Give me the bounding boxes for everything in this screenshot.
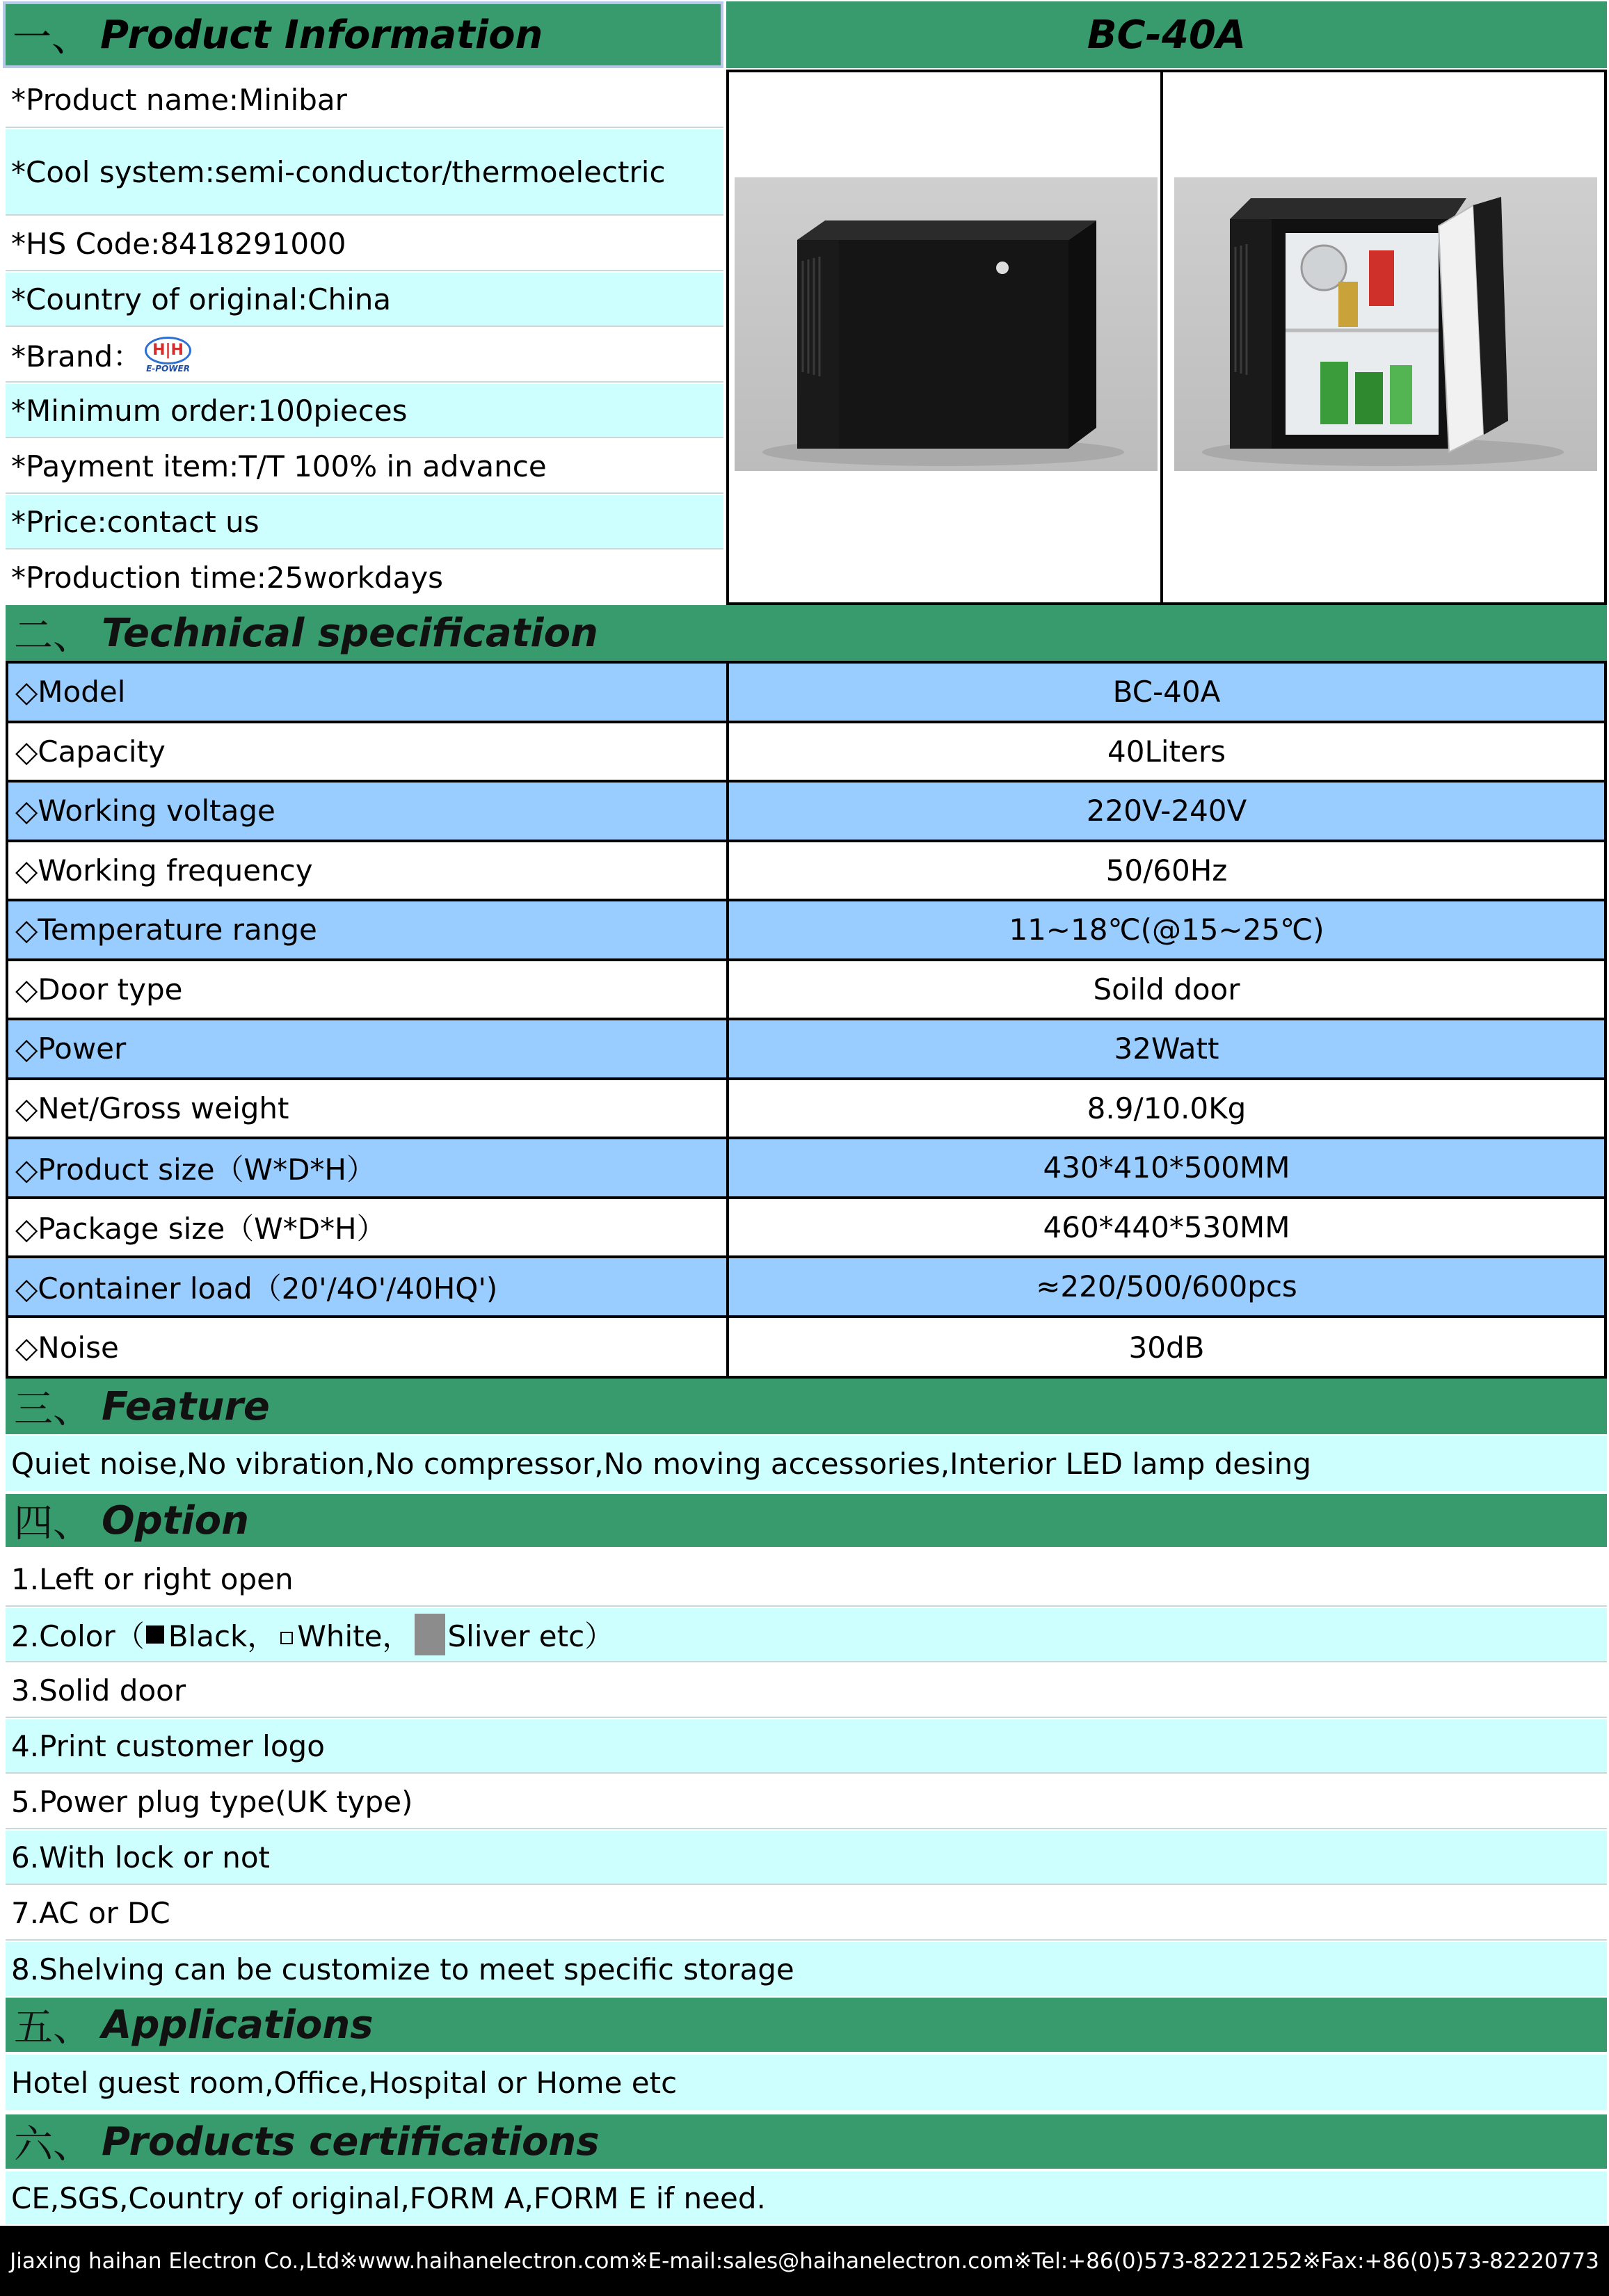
spec-key: ◇Noise: [8, 1318, 729, 1378]
spec-value: 220V-240V: [1086, 794, 1247, 828]
spec-key: ◇Temperature range: [8, 901, 729, 958]
spec-value: 11~18℃(@15~25℃): [1009, 913, 1324, 947]
info-row: [6, 384, 723, 438]
option-row: [6, 1942, 1607, 1996]
section-title: Feature: [102, 1383, 270, 1429]
certifications-header: [6, 2114, 1607, 2169]
spec-key: ◇Power: [8, 1020, 729, 1077]
silver-label: Sliver etc）: [447, 1619, 614, 1653]
spec-value: 30dB: [1128, 1330, 1205, 1365]
info-row: [6, 129, 723, 216]
feature-header: [6, 1379, 1607, 1434]
white-swatch: [280, 1632, 293, 1644]
section-title: Product Information: [100, 12, 543, 58]
spec-key: ◇Working frequency: [8, 842, 729, 899]
option-text: 2.Color（: [11, 1619, 145, 1653]
model-header: [726, 1, 1607, 68]
section-number: 三、: [14, 1387, 92, 1432]
info-text: *Payment item:T/T 100% in advance: [11, 449, 547, 483]
spec-key: ◇Product size（W*D*H）: [8, 1139, 729, 1196]
spec-row: [8, 1199, 1604, 1259]
spec-row: [8, 723, 1604, 783]
certifications-text: CE,SGS,Country of original,FORM A,FORM E if need.: [11, 2181, 766, 2215]
spec-row: [8, 961, 1604, 1021]
spec-value: 40Liters: [1107, 734, 1226, 769]
spec-key: ◇Working voltage: [8, 782, 729, 840]
section-title: Option: [102, 1498, 249, 1543]
info-row: [6, 273, 723, 327]
product-image-closed: [735, 177, 1158, 471]
spec-value: BC-40A: [1112, 675, 1221, 709]
applications-header: [6, 1998, 1607, 2052]
spec-value: 50/60Hz: [1105, 853, 1228, 888]
spec-value: Soild door: [1093, 972, 1240, 1006]
silver-swatch: [415, 1614, 445, 1655]
option-text: 1.Left or right open: [11, 1562, 294, 1596]
applications-row: [6, 2055, 1607, 2110]
feature-text: Quiet noise,No vibration,No compressor,No moving accessories,Interior LED lamp desing: [11, 1446, 1311, 1481]
info-text: *Minimum order:100pieces: [11, 393, 408, 428]
section-title: Products certifications: [102, 2119, 600, 2165]
info-row: [6, 495, 723, 549]
info-row: [6, 551, 723, 604]
spec-row: [8, 1258, 1604, 1318]
option-text: 5.Power plug type(UK type): [11, 1784, 413, 1819]
model-title: BC-40A: [1087, 12, 1247, 58]
product-image-open: [1174, 177, 1597, 471]
spec-row: [8, 842, 1604, 902]
black-swatch: [146, 1625, 164, 1644]
option-text: 3.Solid door: [11, 1673, 186, 1708]
info-text: *Price:contact us: [11, 504, 259, 539]
spec-key: ◇Package size（W*D*H）: [8, 1199, 729, 1256]
applications-text: Hotel guest room,Office,Hospital or Home etc: [11, 2065, 678, 2100]
option-row: [6, 1719, 1607, 1774]
section-number: 六、: [14, 2122, 92, 2167]
product-info-header: [3, 1, 723, 68]
spec-row: [8, 1080, 1604, 1140]
spec-key: ◇Net/Gross weight: [8, 1080, 729, 1137]
spec-key: ◇Door type: [8, 961, 729, 1018]
info-row: [6, 217, 723, 271]
info-text: *HS Code:8418291000: [11, 226, 346, 261]
certifications-row: [6, 2171, 1607, 2224]
info-text: *Production time:25workdays: [11, 560, 444, 595]
brand-logo-text: E-POWER: [146, 364, 190, 374]
section-number: 二、: [14, 613, 92, 659]
spec-value: 430*410*500MM: [1043, 1150, 1290, 1185]
info-row: [6, 72, 723, 128]
tech-spec-header: [6, 605, 1607, 661]
section-title: Applications: [102, 2002, 374, 2048]
spec-row: [8, 782, 1604, 842]
section-number: 四、: [14, 1501, 92, 1546]
footer-text: Jiaxing haihan Electron Co.,Ltd※www.haihanelectron.com※E-mail:sales@haihanelectron.com※Tel:+86(0)573-82221252※Fax:+86(0)573-82220773: [10, 2248, 1599, 2274]
option-row: [6, 1886, 1607, 1941]
option-text: 6.With lock or not: [11, 1840, 271, 1874]
spec-row: [8, 901, 1604, 961]
spec-table: [6, 661, 1607, 1379]
info-row: [6, 328, 723, 383]
spec-key: ◇Model: [8, 664, 729, 721]
section-number: 五、: [14, 2005, 92, 2050]
option-row: [6, 1775, 1607, 1829]
info-text: *Brand：: [11, 339, 143, 374]
option-text: 8.Shelving can be customize to meet specific storage: [11, 1952, 794, 1986]
spec-row: [8, 1020, 1604, 1080]
spec-value: ≈220/500/600pcs: [1036, 1269, 1297, 1304]
option-row: [6, 1608, 1607, 1662]
info-text: *Cool system:semi-conductor/thermoelectric: [11, 154, 666, 189]
spec-value: 32Watt: [1114, 1031, 1219, 1066]
section-title: Technical specification: [102, 610, 598, 656]
option-text: 4.Print customer logo: [11, 1728, 325, 1763]
option-text: 7.AC or DC: [11, 1895, 170, 1930]
black-label: Black，: [168, 1619, 277, 1653]
spec-row: [8, 1139, 1604, 1199]
option-row: [6, 1831, 1607, 1885]
spec-value: 460*440*530MM: [1043, 1210, 1290, 1244]
spec-row: [8, 1318, 1604, 1378]
option-row: [6, 1552, 1607, 1607]
spec-value: 8.9/10.0Kg: [1087, 1091, 1247, 1125]
brand-logo-mark: H|H: [145, 337, 191, 364]
white-label: White，: [297, 1619, 412, 1653]
spec-key: ◇Capacity: [8, 723, 729, 780]
spec-row: [8, 664, 1604, 723]
brand-logo: [145, 337, 191, 373]
option-row: [6, 1664, 1607, 1718]
section-number: 一、: [13, 15, 90, 61]
option-header: [6, 1494, 1607, 1547]
info-text: *Product name:Minibar: [11, 82, 347, 117]
spec-key: ◇Container load（20'/4O'/40HQ'): [8, 1258, 729, 1315]
feature-row: [6, 1436, 1607, 1491]
info-text: *Country of original:China: [11, 282, 392, 316]
footer: [0, 2226, 1609, 2296]
info-row: [6, 440, 723, 494]
